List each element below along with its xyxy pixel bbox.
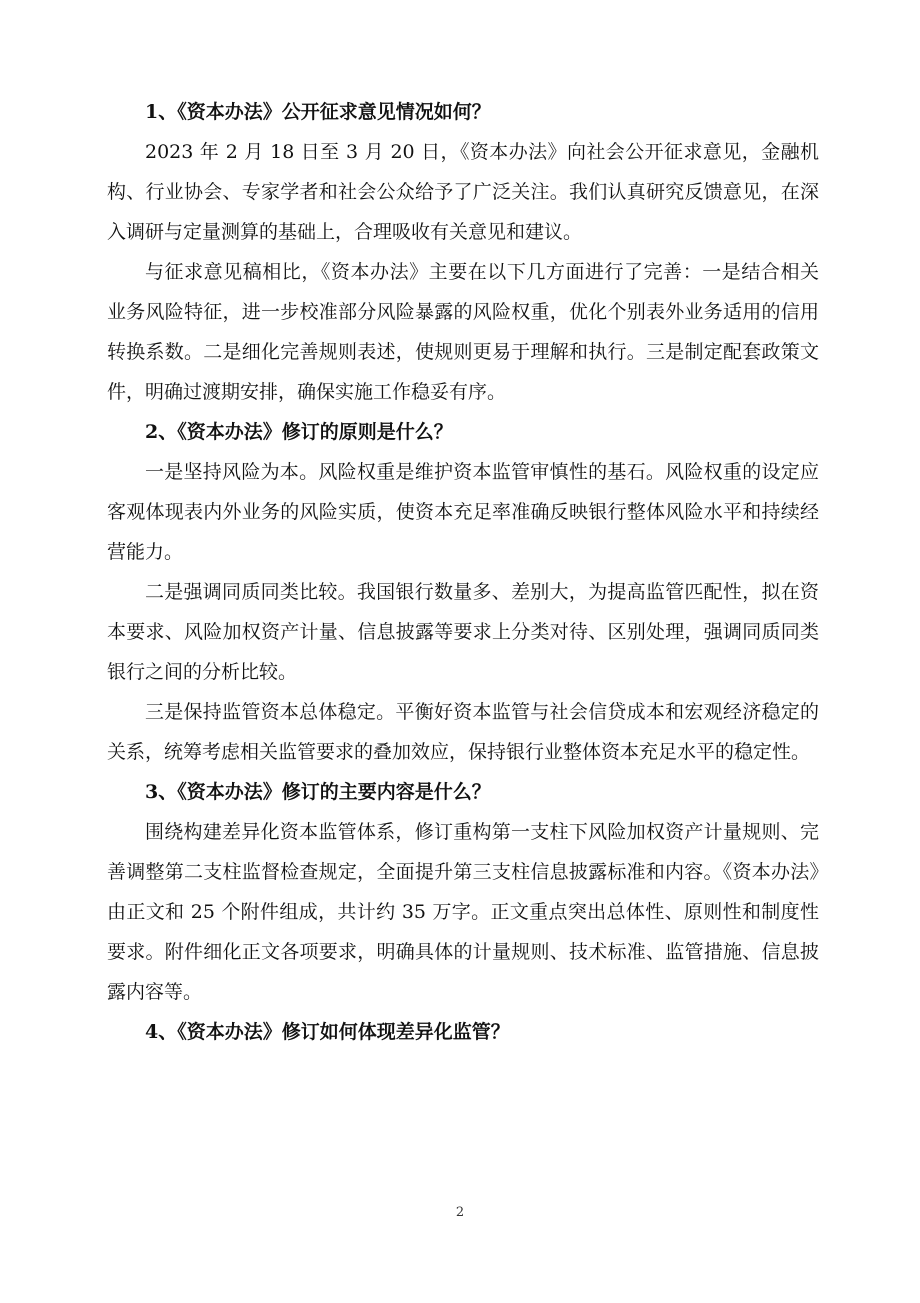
section-2-paragraph-1: 一是坚持风险为本。风险权重是维护资本监管审慎性的基石。风险权重的设定应客观体现表内外业务的风险实质，使资本充足率准确反映银行整体风险水平和持续经营能力。 [107,461,819,563]
section-heading-1: 1、《资本办法》公开征求意见情况如何？ [145,101,491,123]
page-number: 2 [455,1205,465,1220]
section-1-paragraph-2: 与征求意见稿相比，《资本办法》主要在以下几方面进行了完善：一是结合相关业务风险特征，进一步校准部分风险暴露的风险权重，优化个别表外业务适用的信用转换系数。二是细化完善规则表述，使规则更易于理解和执行。三是制定配套政策文件，明确过渡期安排，确保实施工作稳妥有序。 [107,261,819,403]
section-heading-2: 2、《资本办法》修订的原则是什么？ [145,421,453,443]
document-page [107,92,819,1052]
section-2-paragraph-2: 二是强调同质同类比较。我国银行数量多、差别大，为提高监管匹配性，拟在资本要求、风险加权资产计量、信息披露等要求上分类对待、区别处理，强调同质同类银行之间的分析比较。 [107,581,819,683]
section-3-paragraph-1: 围绕构建差异化资本监管体系，修订重构第一支柱下风险加权资产计量规则、完善调整第二支柱监督检查规定，全面提升第三支柱信息披露标准和内容。《资本办法》由正文和 25 个附件组成，共计约 35 万字。正文重点突出总体性、原则性和制度性要求。附件细化正文各项要求，明确具体的计量规则、技术标准、监管措施、信息披露内容等。 [107,821,819,1003]
section-heading-3: 3、《资本办法》修订的主要内容是什么？ [145,781,491,803]
section-heading-4: 4、《资本办法》修订如何体现差异化监管？ [145,1021,510,1043]
section-2-paragraph-3: 三是保持监管资本总体稳定。平衡好资本监管与社会信贷成本和宏观经济稳定的关系，统筹考虑相关监管要求的叠加效应，保持银行业整体资本充足水平的稳定性。 [107,701,819,763]
section-1-paragraph-1: 2023 年 2 月 18 日至 3 月 20 日，《资本办法》向社会公开征求意见，金融机构、行业协会、专家学者和社会公众给予了广泛关注。我们认真研究反馈意见，在深入调研与定量测算的基础上，合理吸收有关意见和建议。 [107,141,819,243]
